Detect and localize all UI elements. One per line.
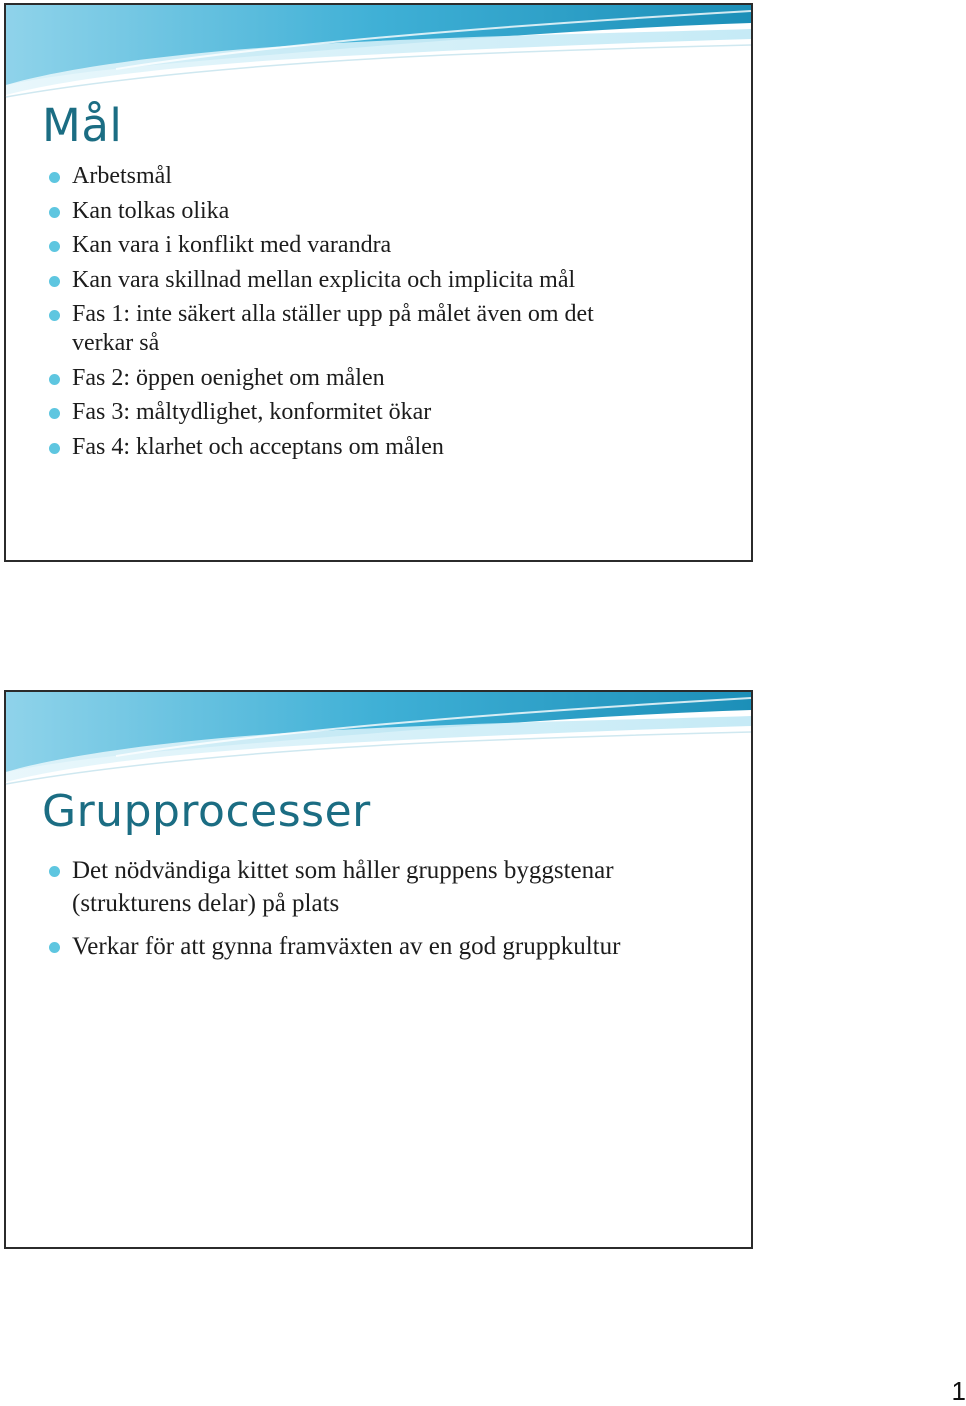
bullet-text: Arbetsmål [72, 163, 172, 189]
bullet-dot-icon [49, 310, 60, 321]
list-item [46, 364, 721, 393]
bullet-dot-icon [49, 408, 60, 419]
bullet-dot-icon [49, 207, 60, 218]
bullet-text: Fas 4: klarhet och acceptans om målen [72, 433, 444, 460]
bullet-dot-icon [49, 443, 60, 454]
bullet-dot-icon [49, 172, 60, 183]
bullet-text: Kan vara skillnad mellan explicita och implicita mål [72, 266, 576, 293]
list-item [46, 398, 721, 427]
list-item [46, 930, 721, 963]
list-item [46, 854, 721, 920]
bullet-dot-icon [49, 241, 60, 252]
bullet-text: Kan tolkas olika [72, 197, 230, 224]
bullet-list [46, 854, 721, 973]
list-item [46, 300, 721, 358]
bullet-dot-icon [49, 866, 60, 877]
list-item [46, 433, 721, 462]
slide-title: Mål [42, 99, 123, 152]
list-item [46, 197, 721, 226]
slide-title: Grupprocesser [42, 786, 371, 837]
list-item [46, 231, 721, 260]
bullet-dot-icon [49, 374, 60, 385]
slide-2 [4, 690, 753, 1249]
bullet-text: Det nödvändiga kittet som håller gruppens byggstenar (strukturens delar) på plats [72, 857, 614, 917]
slide-1 [4, 3, 753, 562]
bullet-list [46, 162, 721, 467]
bullet-dot-icon [49, 276, 60, 287]
bullet-text: Verkar för att gynna framväxten av en god gruppkultur [72, 933, 621, 960]
list-item [46, 162, 721, 191]
bullet-text: Kan vara i konflikt med varandra [72, 232, 392, 258]
bullet-text: Fas 2: öppen oenighet om målen [72, 364, 385, 391]
bullet-text: Fas 1: inte säkert alla ställer upp på målet även om det verkar så [72, 301, 594, 356]
list-item [46, 266, 721, 295]
bullet-dot-icon [49, 942, 60, 953]
bullet-text: Fas 3: måltydlighet, konformitet ökar [72, 399, 432, 425]
page-number: 1 [951, 1376, 966, 1406]
